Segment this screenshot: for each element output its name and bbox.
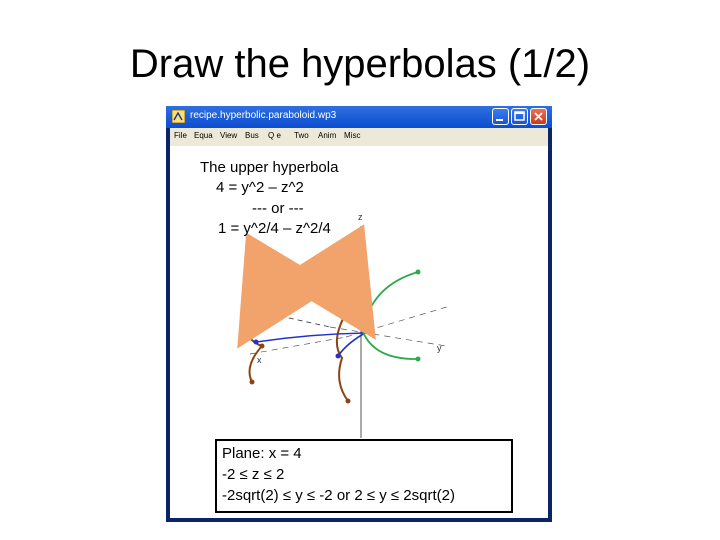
menu-qe[interactable]: Q e	[268, 131, 281, 140]
menu-anim[interactable]: Anim	[318, 131, 337, 140]
app-icon	[172, 110, 185, 123]
menu-file[interactable]: File	[174, 131, 187, 140]
slide-title: Draw the hyperbolas (1/2)	[129, 42, 591, 86]
window-title: recipe.hyperbolic.paraboloid.wp3	[190, 110, 337, 121]
point	[416, 357, 421, 362]
pointer-arrow	[322, 255, 348, 296]
annotation-line-1: The upper hyperbola	[200, 159, 339, 176]
maximize-button[interactable]	[511, 108, 528, 125]
blue-curve	[256, 333, 365, 342]
green-curve	[363, 272, 418, 332]
plane-info-box	[215, 439, 513, 513]
menu-bar	[170, 128, 548, 146]
point	[344, 311, 349, 316]
plane-equation: Plane: x = 4	[222, 445, 302, 462]
close-icon	[531, 109, 546, 124]
maximize-icon	[512, 109, 527, 124]
y-axis-label: y	[437, 343, 442, 353]
point	[254, 340, 259, 345]
hyperbola-left	[244, 293, 262, 382]
menu-view[interactable]: View	[220, 131, 238, 140]
annotation-line-2: 4 = y^2 – z^2	[216, 179, 304, 196]
menu-equa[interactable]: Equa	[194, 131, 213, 140]
x-axis-label: x	[257, 355, 262, 365]
blue-curve	[338, 332, 367, 356]
point	[260, 344, 265, 349]
menu-misc[interactable]: Misc	[344, 131, 361, 140]
y-range: -2sqrt(2) ≤ y ≤ -2 or 2 ≤ y ≤ 2sqrt(2)	[222, 487, 455, 504]
annotation-line-4: 1 = y^2/4 – z^2/4	[218, 220, 331, 237]
minimize-button[interactable]	[492, 108, 509, 125]
annotation-line-3: --- or ---	[252, 200, 304, 217]
point	[250, 380, 255, 385]
close-button[interactable]	[530, 108, 547, 125]
point	[248, 291, 253, 296]
app-window	[166, 106, 552, 522]
point	[336, 354, 341, 359]
graph-canvas[interactable]	[170, 146, 548, 518]
green-curve	[363, 332, 418, 359]
point	[416, 270, 421, 275]
pointer-arrow	[264, 264, 288, 304]
minimize-icon	[493, 109, 508, 124]
point	[346, 399, 351, 404]
z-range: -2 ≤ z ≤ 2	[222, 466, 285, 483]
menu-bus[interactable]: Bus	[245, 131, 259, 140]
dashed-line	[280, 316, 330, 327]
z-axis-label: z	[358, 212, 363, 222]
title-bar[interactable]	[166, 106, 552, 128]
menu-two[interactable]: Two	[294, 131, 309, 140]
